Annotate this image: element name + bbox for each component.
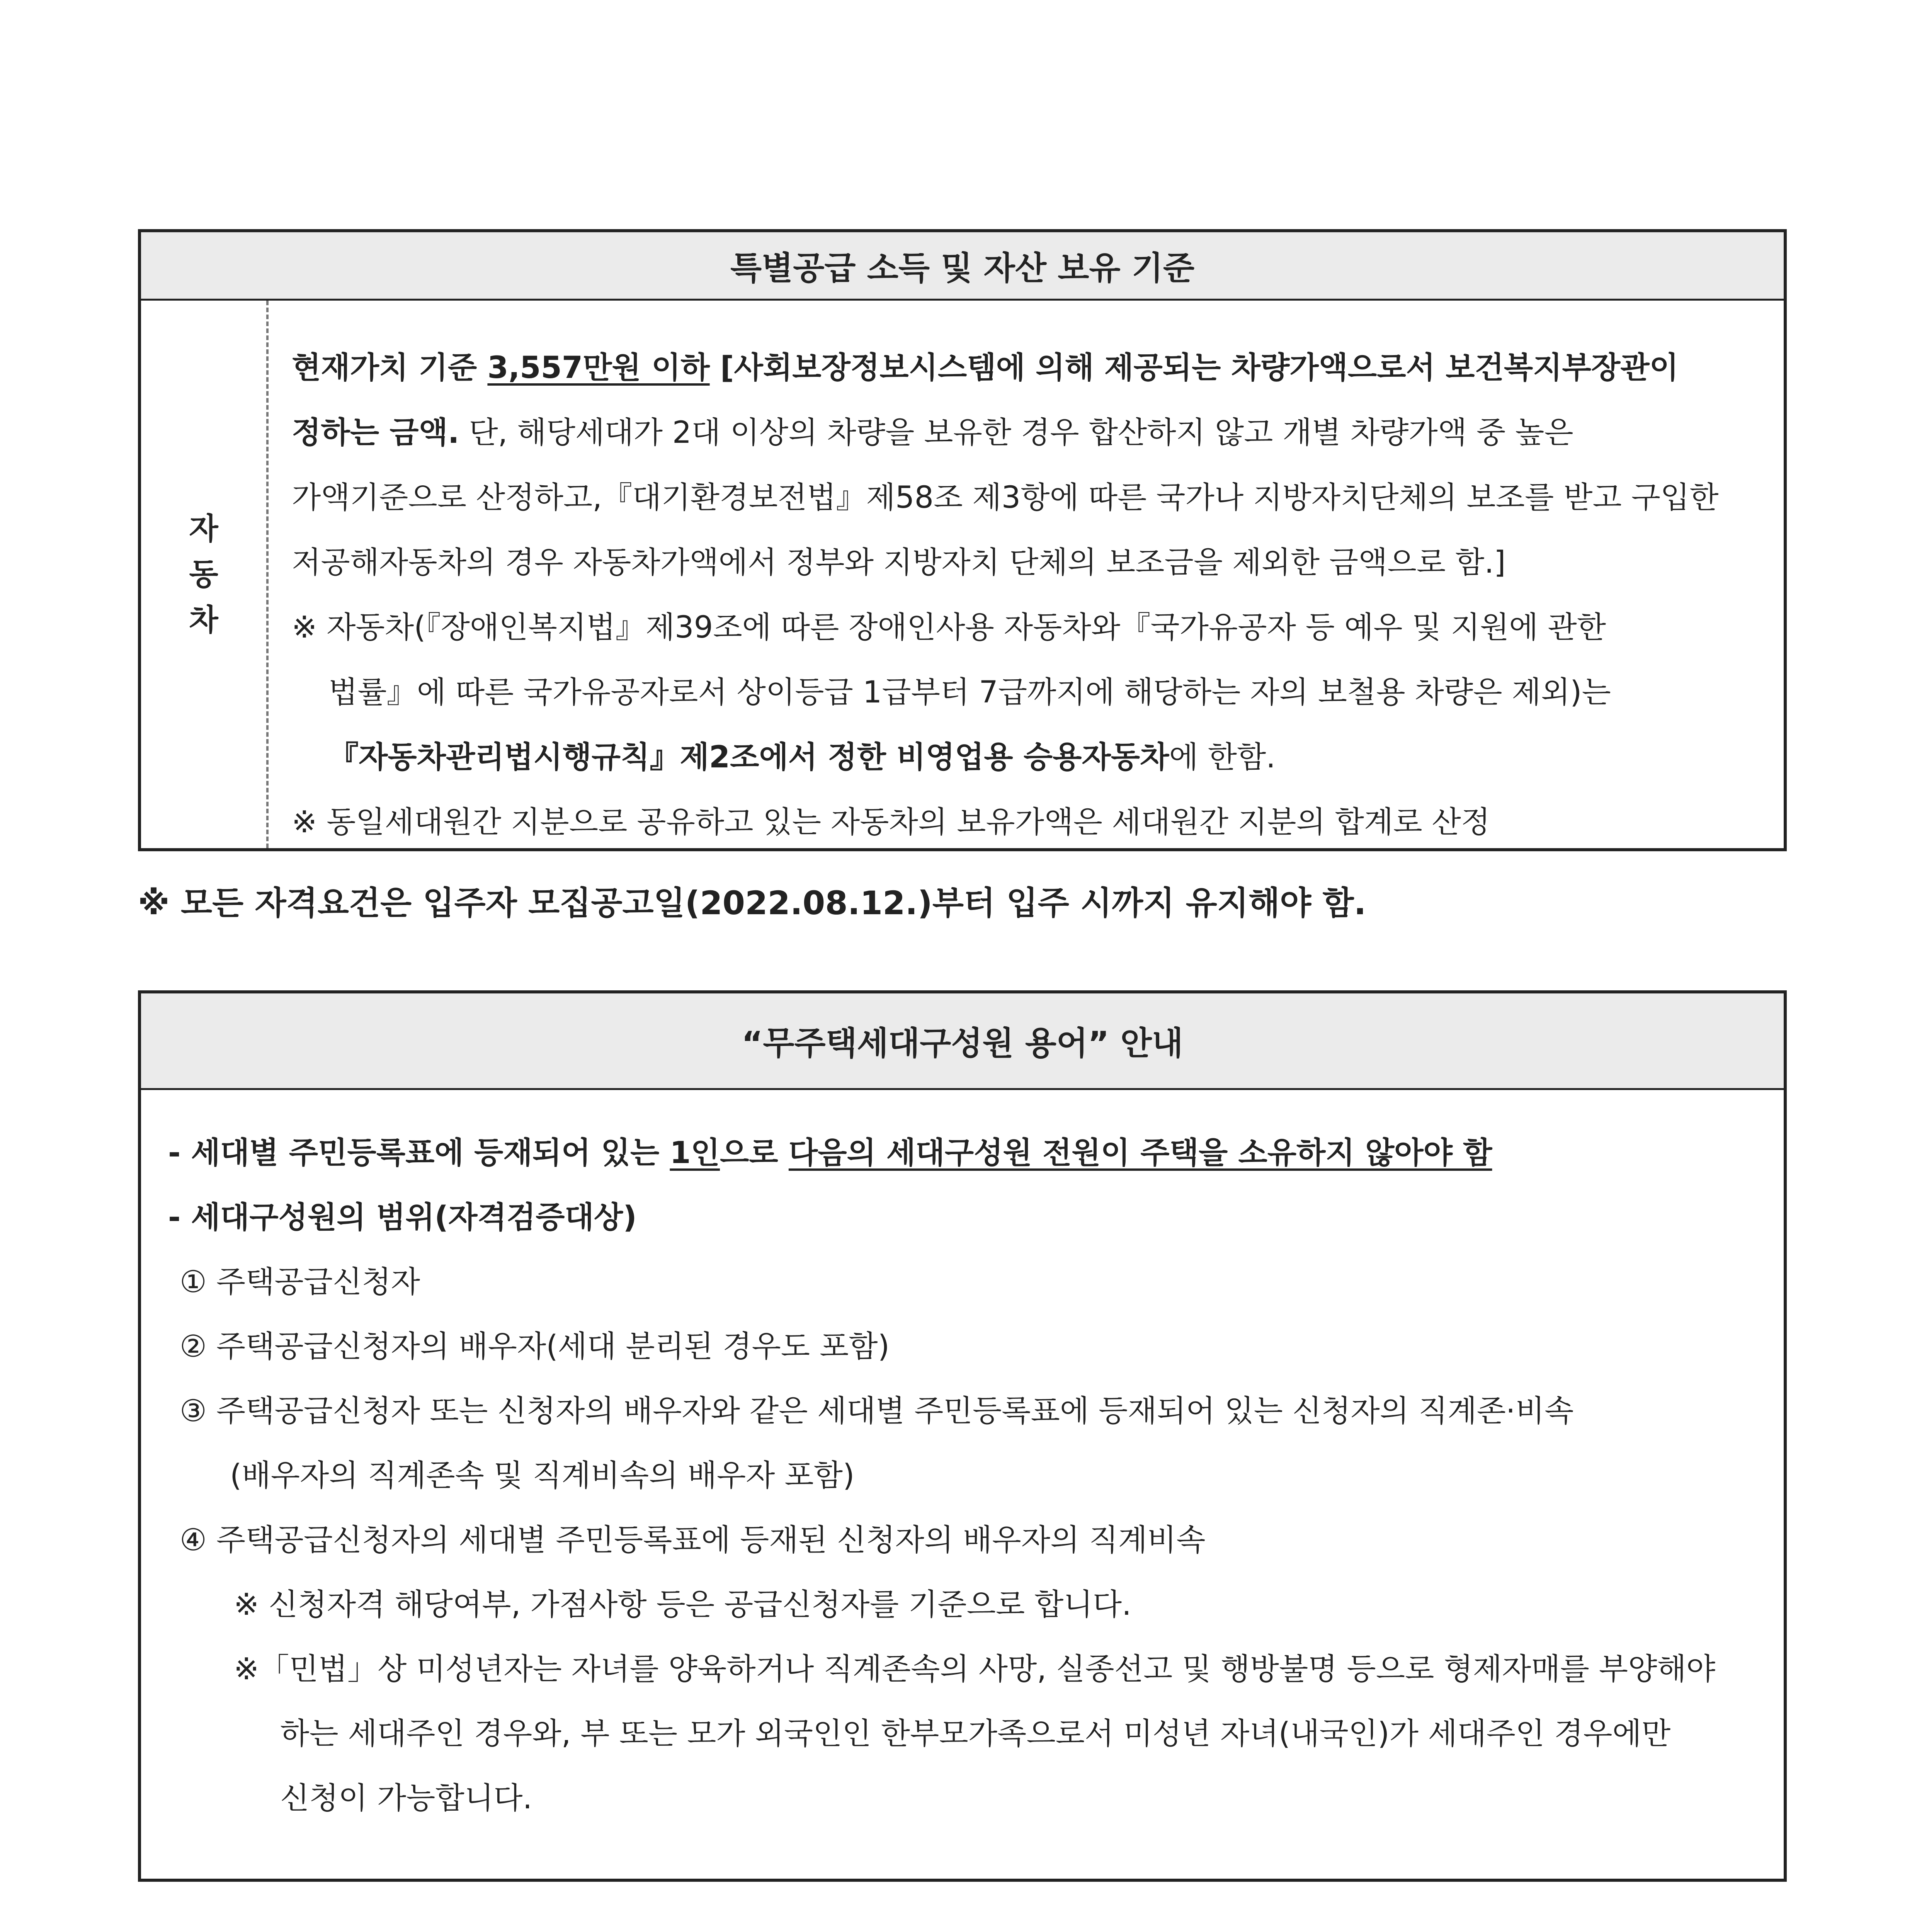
criteria-line: 현재가치 기준 3,557만원 이하 [사회보장정보시스템에 의해 제공되는 차량가액으로서 보건복지부장관이 <box>292 350 1679 385</box>
terms-note: 하는 세대주인 경우와, 부 또는 모가 외국인인 한부모가족으로서 미성년 자녀(내국인)가 세대주인 경우에만 <box>280 1716 1671 1751</box>
terms-box-title: “무주택세대구성원 용어” 안내 <box>141 993 1784 1090</box>
side-label-char: 동 <box>189 557 218 592</box>
criteria-box-body <box>141 301 1784 848</box>
member-item: ② 주택공급신청자의 배우자(세대 분리된 경우도 포함) <box>180 1329 890 1364</box>
criteria-note-line: 『자동차관리법시행규칙』제2조에서 정한 비영업용 승용자동차에 한함. <box>328 740 1276 775</box>
criteria-note-line: ※ 동일세대원간 지분으로 공유하고 있는 자동차의 보유가액은 세대원간 지분의 합계로 산정 <box>292 805 1490 840</box>
side-label-char: 차 <box>189 602 218 638</box>
terms-note: 신청이 가능합니다. <box>280 1781 532 1816</box>
terms-note: ※ 신청자격 해당여부, 가점사항 등은 공급신청자를 기준으로 합니다. <box>234 1587 1131 1622</box>
terms-line: - 세대별 주민등록표에 등재되어 있는 1인으로 다음의 세대구성원 전원이 주택을 소유하지 않아야 함 <box>168 1136 1492 1170</box>
member-item: ③ 주택공급신청자 또는 신청자의 배우자와 같은 세대별 주민등록표에 등재되어 있는 신청자의 직계존·비속 <box>180 1394 1574 1429</box>
eligibility-notice: ※ 모든 자격요건은 입주자 모집공고일(2022.08.12.)부터 입주 시까지 유지해야 함. <box>138 884 1366 922</box>
criteria-note-line: 법률』에 따른 국가유공자로서 상이등급 1급부터 7급까지에 해당하는 자의 보철용 차량은 제외)는 <box>328 675 1611 710</box>
criteria-line: 정하는 금액. 단, 해당세대가 2대 이상의 차량을 보유한 경우 합산하지 않고 개별 차량가액 중 높은 <box>292 415 1573 450</box>
terms-box-text <box>168 1121 1768 1831</box>
member-item: (배우자의 직계존속 및 직계비속의 배우자 포함) <box>230 1458 855 1493</box>
terms-line: - 세대구성원의 범위(자격검증대상) <box>168 1200 637 1235</box>
member-item: ④ 주택공급신청자의 세대별 주민등록표에 등재된 신청자의 배우자의 직계비속 <box>180 1523 1206 1558</box>
side-label-char: 자 <box>189 511 218 546</box>
vehicle-criteria-box <box>138 229 1787 851</box>
household-terms-box <box>138 990 1787 1882</box>
vehicle-side-label <box>141 301 269 848</box>
criteria-box-title: 특별공급 소득 및 자산 보유 기준 <box>141 232 1784 301</box>
criteria-line: 저공해자동차의 경우 자동차가액에서 정부와 지방자치 단체의 보조금을 제외한 금액으로 함.] <box>292 545 1506 580</box>
member-item: ① 주택공급신청자 <box>180 1265 420 1299</box>
vehicle-criteria-text <box>292 335 1772 855</box>
terms-note: ※「민법」상 미성년자는 자녀를 양육하거나 직계존속의 사망, 실종선고 및 행방불명 등으로 형제자매를 부양해야 <box>234 1652 1716 1687</box>
criteria-line: 가액기준으로 산정하고,『대기환경보전법』제58조 제3항에 따른 국가나 지방자치단체의 보조를 받고 구입한 <box>292 480 1719 515</box>
criteria-note-line: ※ 자동차(『장애인복지법』제39조에 따른 장애인사용 자동차와『국가유공자 등 예우 및 지원에 관한 <box>292 610 1606 645</box>
